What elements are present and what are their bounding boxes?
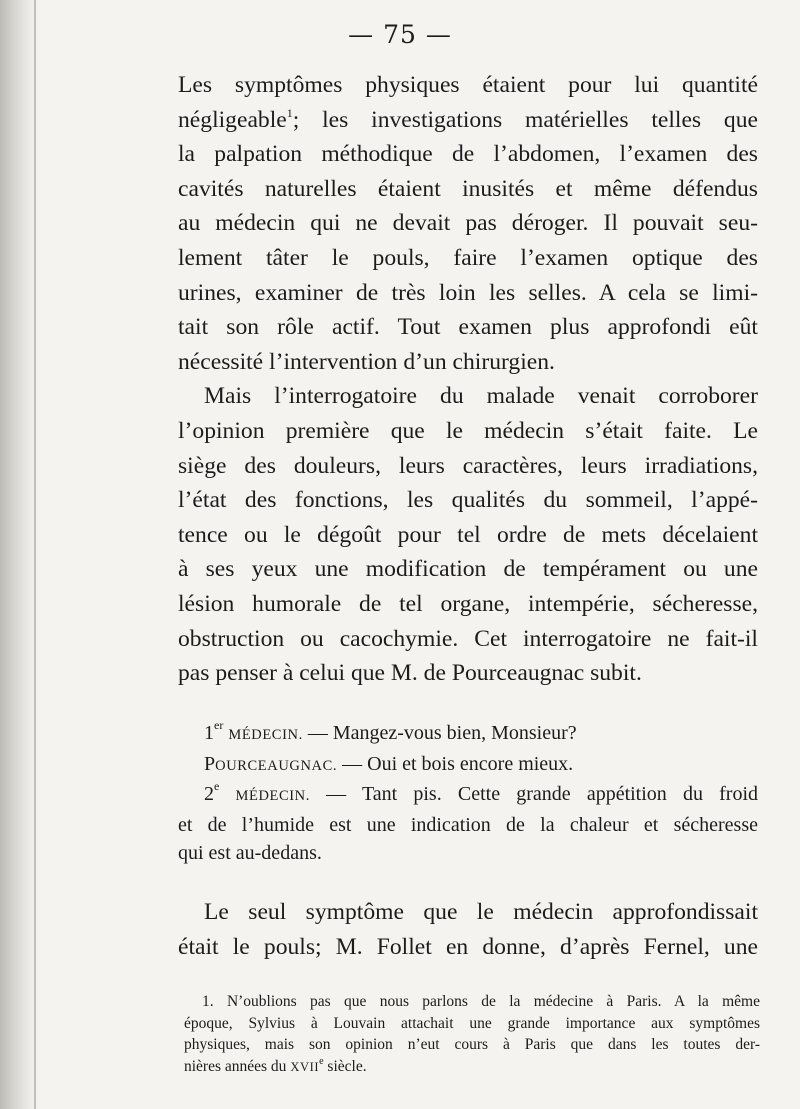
footnote-fragment: siècle. — [323, 1057, 367, 1075]
speaker-name: MÉDECIN. — [235, 788, 310, 804]
footnote-line: époque, Sylvius à Louvain attachait une grande importance aux symptômes — [184, 1014, 760, 1032]
text-line: Les symptômes physiques étaient pour lui quantité — [178, 72, 758, 98]
footnote-line: 1. N’oublions pas que nous parlons de la médecine à Paris. A la même — [202, 993, 760, 1010]
speaker-number: 2 — [204, 783, 214, 805]
text-fragment: négligeable — [178, 106, 287, 133]
speaker-ordinal: e — [214, 779, 220, 793]
text-fragment: ; les investigations matérielles telles que — [292, 106, 758, 133]
footnote — [184, 991, 760, 1078]
text-line — [178, 103, 758, 138]
century-ordinal: e — [319, 1055, 324, 1067]
footnote-line — [184, 1056, 760, 1079]
dialogue-line — [178, 719, 758, 750]
dialogue-text: — Mangez-vous bien, Monsieur? — [302, 722, 577, 744]
text-line: était le pouls; M. Follet en donne, d’après Fernel, une — [178, 933, 758, 960]
text-line: nécessité l’intervention d’un chirurgien. — [178, 348, 555, 375]
footnote-fragment: nières années du — [184, 1057, 291, 1075]
speaker-name: MÉDECIN. — [228, 727, 303, 743]
century-numeral: XVII — [290, 1059, 320, 1074]
main-text — [178, 68, 758, 691]
speaker-name: OURCEAUGNAC. — [215, 757, 338, 774]
dialogue-line: qui est au-dedans. — [178, 842, 322, 864]
dialogue-line — [178, 750, 758, 781]
text-line: à ses yeux une modification de tempérament ou une — [178, 556, 758, 583]
dialogue-line: et de l’humide est une indication de la chaleur et sécheresse — [178, 813, 758, 836]
text-line: l’opinion première que le médecin s’était faite. Le — [178, 417, 758, 444]
text-line: tence ou le dégoût pour tel ordre de mets décelaient — [178, 521, 758, 548]
text-line: lement tâter le pouls, faire l’examen optique des — [178, 244, 758, 271]
page-fold-line — [34, 0, 36, 1109]
footnote-ref: 1 — [286, 105, 293, 120]
speaker-number: 1 — [204, 722, 214, 744]
dialogue-quote — [178, 719, 758, 868]
speaker-initial: P — [204, 752, 216, 775]
text-line: siège des douleurs, leurs caractères, leurs irradiations, — [178, 452, 758, 479]
text-line: cavités naturelles étaient inusités et même défendus — [178, 175, 758, 202]
text-line: la palpation méthodique de l’abdomen, l’examen des — [178, 141, 758, 168]
closing-paragraph — [178, 895, 758, 964]
page-number: — 75 — — [348, 20, 452, 49]
text-line: tait son rôle actif. Tout examen plus approfondi eût — [178, 314, 758, 341]
text-line: l’état des fonctions, les qualités du sommeil, l’appé- — [178, 487, 758, 514]
dialogue-text: — Tant pis. Cette grande appétition du froid — [309, 783, 759, 805]
dialogue-text: — Oui et bois encore mieux. — [337, 752, 574, 775]
text-line: urines, examiner de très loin les selles. A cela se limi- — [178, 279, 758, 306]
text-line: lésion humorale de tel organe, intempérie, sécheresse, — [178, 590, 758, 617]
text-line: pas penser à celui que M. de Pourceaugnac subit. — [178, 660, 642, 687]
speaker-ordinal: er — [214, 718, 224, 732]
text-line: au médecin qui ne devait pas déroger. Il pouvait seu- — [178, 210, 758, 237]
text-line: obstruction ou cacochymie. Cet interrogatoire ne fait-il — [178, 625, 758, 652]
footnote-line: physiques, mais son opinion n’eut cours à Paris que dans les toutes der- — [184, 1036, 760, 1053]
dialogue-line — [178, 780, 758, 811]
page-binding-edge — [0, 0, 38, 1109]
text-line: Le seul symptôme que le médecin approfondissait — [204, 899, 758, 925]
text-line: Mais l’interrogatoire du malade venait corroborer — [204, 383, 758, 410]
